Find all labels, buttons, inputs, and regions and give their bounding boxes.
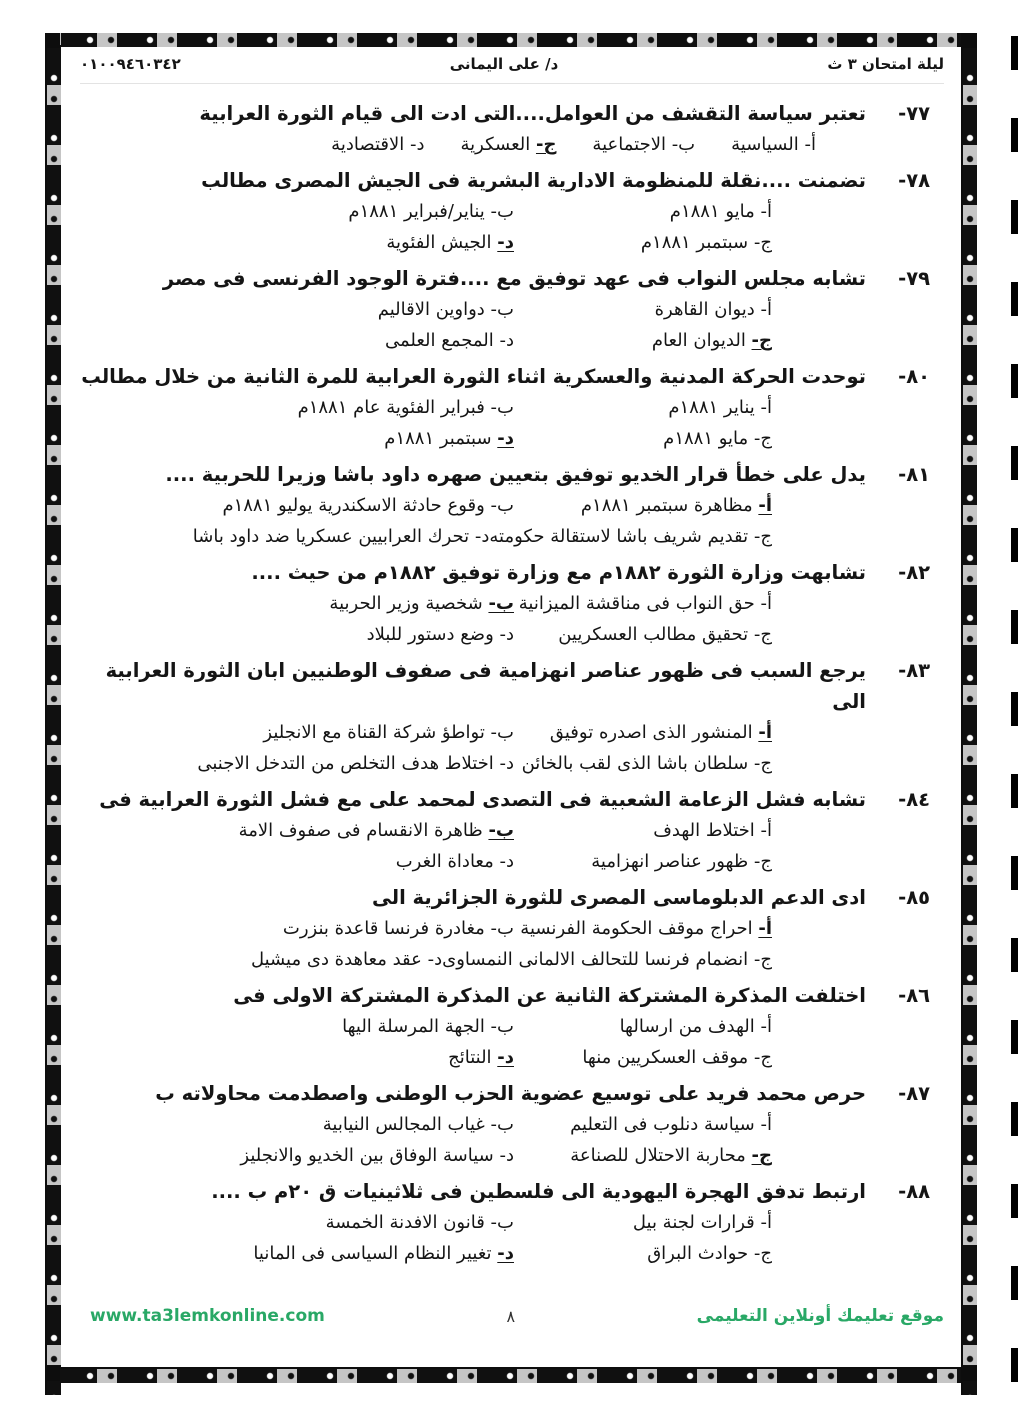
option-rows (80, 129, 944, 160)
option-key: ج- (753, 1047, 772, 1068)
option-row (80, 748, 944, 779)
option-text: مايو ١٨٨١م (669, 201, 761, 222)
question-block (80, 1176, 944, 1269)
option-text: احراج موقف الحكومة الفرنسية (520, 918, 759, 939)
option (514, 748, 772, 779)
option (514, 846, 772, 877)
question-line (80, 655, 944, 717)
option (253, 1238, 514, 1269)
option-key: أ- (760, 201, 772, 222)
option-key: أ- (760, 820, 772, 841)
question-line (80, 1078, 944, 1109)
option-text: الديوان العام (651, 330, 752, 351)
question-number: ٨٠- (898, 365, 930, 388)
question-number: ٨٦- (898, 984, 930, 1007)
option-key: أ- (760, 299, 772, 320)
phone-number: ٠١٠٠٩٤٦٠٣٤٢ (80, 55, 181, 73)
question-text: يرجع السبب فى ظهور عناصر انهزامية فى صفوف الوطنيين ابان الثورة العرابية الى (105, 659, 866, 713)
questions-list (80, 98, 944, 1269)
option-row (80, 588, 944, 619)
option-key: د- (427, 949, 443, 970)
option (385, 325, 514, 356)
option-text: النتائج (448, 1047, 498, 1068)
content-area (80, 55, 944, 1274)
option-row (80, 619, 944, 650)
site-url-link: www.ta3lemkonline.com (90, 1306, 325, 1326)
option-key: أ- (760, 397, 772, 418)
option-key: د- (497, 1243, 514, 1264)
border-corner-top-right (962, 33, 977, 48)
option (197, 748, 514, 779)
option-text: وقوع حادثة الاسكندرية يوليو ١٨٨١م (222, 495, 491, 516)
option (460, 129, 556, 160)
option-text: الهدف من ارسالها (619, 1016, 761, 1037)
exam-title: ليلة امتحان ٣ ث (827, 55, 944, 73)
option-key: ب- (490, 495, 514, 516)
option (489, 521, 772, 552)
option-row (80, 815, 944, 846)
option-text: الجهة المرسلة اليها (342, 1016, 491, 1037)
option (514, 717, 772, 748)
option-row (80, 1042, 944, 1073)
question-line (80, 557, 944, 588)
option (367, 619, 514, 650)
option-text: مظاهرة سبتمبر ١٨٨١م (580, 495, 759, 516)
question-text: تشابه مجلس النواب فى عهد توفيق مع ....فترة الوجود الفرنسى فى مصر (162, 267, 866, 290)
option-key: ج- (753, 1243, 772, 1264)
question-block (80, 263, 944, 356)
option-key: ب- (488, 593, 514, 614)
option-row (80, 913, 944, 944)
option-key: ج- (753, 232, 772, 253)
border-corner-bottom-right (962, 1366, 977, 1381)
option (329, 588, 514, 619)
question-text: اختلفت المذكرة المشتركة الثانية عن المذكرة المشتركة الاولى فى (233, 984, 866, 1007)
option-text: انضمام فرنسا للتحالف الالمانى النمساوى (442, 949, 754, 970)
page-number: ٨ (506, 1306, 516, 1326)
option (386, 227, 514, 258)
option-key: ب- (490, 1212, 514, 1233)
option (442, 944, 772, 975)
option-key: ج- (751, 1145, 772, 1166)
option-text: تغيير النظام السياسى فى المانيا (253, 1243, 498, 1264)
option-text: تحقيق مطالب العسكريين (558, 624, 754, 645)
question-block (80, 784, 944, 877)
option-text: فبراير الفئوية عام ١٨٨١م (297, 397, 491, 418)
option (514, 227, 772, 258)
option-text: تواطؤ شركة القناة مع الانجليز (263, 722, 491, 743)
option-text: محاربة الاحتلال للصناعة (570, 1145, 752, 1166)
option-text: العسكرية (460, 134, 536, 155)
option-rows (80, 490, 944, 552)
question-number: ٧٨- (898, 169, 930, 192)
option (263, 717, 514, 748)
option-row (80, 490, 944, 521)
decorative-border-right (961, 33, 977, 1395)
question-block (80, 98, 944, 160)
question-line (80, 459, 944, 490)
option-row (80, 944, 944, 975)
option-key: ب- (490, 299, 514, 320)
option (514, 196, 772, 227)
option-row (80, 1140, 944, 1171)
page-footer (90, 1306, 944, 1326)
option-text: ظهور عناصر انهزامية (591, 851, 754, 872)
question-block (80, 655, 944, 779)
option-key: أ- (804, 134, 816, 155)
option-key: د- (499, 330, 514, 351)
option-text: سبتمبر ١٨٨١م (384, 428, 498, 449)
page-header (80, 55, 944, 84)
option-text: اختلاط الهدف (653, 820, 761, 841)
option-row (80, 227, 944, 258)
question-text: يدل على خطأ قرار الخديو توفيق بتعيين صهره داود باشا وزيرا للحربية .... (165, 463, 866, 486)
option-row (80, 1109, 944, 1140)
decorative-border-left (45, 33, 61, 1395)
option-rows (80, 913, 944, 975)
option-key: ب- (490, 1114, 514, 1135)
question-number: ٨٤- (898, 788, 930, 811)
option (514, 1238, 772, 1269)
decorative-border-bottom (45, 1367, 977, 1383)
question-block (80, 1078, 944, 1171)
option-rows (80, 1207, 944, 1269)
option (378, 294, 514, 325)
option-text: تقديم شريف باشا لاستقالة حكومته (489, 526, 754, 547)
option-text: اختلاط هدف التخلص من التدخل الاجنبى (197, 753, 500, 774)
option (283, 913, 514, 944)
question-line (80, 263, 944, 294)
option-text: الجيش الفئوية (386, 232, 498, 253)
question-text: توحدت الحركة المدنية والعسكرية اثناء الثورة العرابية للمرة الثانية من خلال مطالب (81, 365, 866, 388)
option (731, 129, 816, 160)
question-line (80, 165, 944, 196)
option-text: الاجتماعية (592, 134, 672, 155)
option-row (80, 717, 944, 748)
option (348, 196, 514, 227)
option-key: ج- (751, 330, 772, 351)
option-text: سياسة دنلوب فى التعليم (570, 1114, 761, 1135)
option-key: د- (497, 232, 514, 253)
option (326, 1207, 514, 1238)
option-key: د- (499, 851, 514, 872)
option (514, 588, 772, 619)
option-row (80, 521, 944, 552)
question-text: تشابهت وزارة الثورة ١٨٨٢م مع وزارة توفيق ١٨٨٢م من حيث .... (251, 561, 866, 584)
option-key: ب- (490, 397, 514, 418)
option (514, 619, 772, 650)
option-key: د- (499, 624, 514, 645)
option-key: د- (497, 1047, 514, 1068)
option-text: ظاهرة الانقسام فى صفوف الامة (238, 820, 489, 841)
option-key: د- (497, 428, 514, 449)
option (514, 294, 772, 325)
question-block (80, 361, 944, 454)
option (514, 815, 772, 846)
option-rows (80, 1109, 944, 1171)
question-number: ٨٥- (898, 886, 930, 909)
option (514, 913, 772, 944)
option-rows (80, 392, 944, 454)
option-key: ب- (671, 134, 696, 155)
option-key: ب- (490, 1016, 514, 1037)
option-key: أ- (760, 1212, 772, 1233)
option-key: ب- (490, 722, 514, 743)
option-text: موقف العسكريين منها (582, 1047, 754, 1068)
option-key: ج- (753, 753, 772, 774)
option (331, 129, 424, 160)
option-row (80, 846, 944, 877)
question-line (80, 980, 944, 1011)
option-rows (80, 294, 944, 356)
scan-edge-marks (1011, 36, 1018, 1427)
option-text: يناير/فبراير ١٨٨١م (348, 201, 491, 222)
option-key: أ- (760, 1016, 772, 1037)
option (448, 1042, 514, 1073)
question-number: ٨١- (898, 463, 930, 486)
option-row (80, 325, 944, 356)
option-rows (80, 717, 944, 779)
option (222, 490, 514, 521)
option-row (80, 1207, 944, 1238)
option-text: وضع دستور للبلاد (366, 624, 500, 645)
option-text: حوادث البراق (647, 1243, 754, 1264)
option-text: دواوين الاقاليم (377, 299, 491, 320)
option-key: ب- (488, 820, 514, 841)
option-key: ب- (490, 201, 514, 222)
option-key: ج- (753, 526, 772, 547)
option-row (80, 1238, 944, 1269)
option-key: أ- (760, 593, 772, 614)
question-number: ٧٩- (898, 267, 930, 290)
question-line (80, 784, 944, 815)
option-key: ب- (490, 918, 514, 939)
option-text: المنشور الذى اصدره توفيق (549, 722, 759, 743)
option (514, 1140, 772, 1171)
border-corner-bottom-left (45, 1366, 60, 1381)
border-corner-top-left (45, 33, 60, 48)
option-key: أ- (760, 1114, 772, 1135)
option-row (80, 423, 944, 454)
question-block (80, 882, 944, 975)
option-key: أ- (758, 495, 772, 516)
option (240, 1140, 514, 1171)
question-block (80, 165, 944, 258)
option-text: الاقتصادية (331, 134, 410, 155)
option (239, 815, 514, 846)
option-text: المجمع العلمى (385, 330, 500, 351)
question-line (80, 98, 944, 129)
question-number: ٨٨- (898, 1180, 930, 1203)
option-rows (80, 815, 944, 877)
option-key: ج- (753, 624, 772, 645)
question-number: ٨٣- (898, 659, 930, 682)
option-rows (80, 1011, 944, 1073)
question-number: ٨٧- (898, 1082, 930, 1105)
option-text: مغادرة فرنسا قاعدة بنزرت (282, 918, 491, 939)
option (514, 1042, 772, 1073)
option-text: مايو ١٨٨١م (663, 428, 754, 449)
question-block (80, 459, 944, 552)
question-block (80, 557, 944, 650)
question-text: تشابه فشل الزعامة الشعبية فى التصدى لمحمد على مع فشل الثورة العرابية فى (99, 788, 866, 811)
option-key: د- (499, 1145, 514, 1166)
question-block (80, 980, 944, 1073)
option-row (80, 1011, 944, 1042)
option-key: د- (409, 134, 425, 155)
option (384, 423, 514, 454)
option-rows (80, 588, 944, 650)
option-rows (80, 196, 944, 258)
option-key: أ- (758, 722, 772, 743)
author-name: د/ على اليمانى (449, 55, 559, 73)
option (298, 392, 514, 423)
option-text: السياسية (731, 134, 805, 155)
option-key: د- (499, 753, 514, 774)
question-line (80, 361, 944, 392)
option-key: د- (474, 526, 490, 547)
option-text: حق النواب فى مناقشة الميزانية (518, 593, 761, 614)
option (514, 1011, 772, 1042)
option-text: تحرك العرابيين عسكريا ضد داود باشا (192, 526, 475, 547)
question-number: ٨٢- (898, 561, 930, 584)
question-text: ادى الدعم الدبلوماسى المصرى للثورة الجزائرية الى (372, 886, 866, 909)
option (514, 490, 772, 521)
option-text: سلطان باشا الذى لقب بالخائن (521, 753, 754, 774)
option-text: شخصية وزير الحربية (329, 593, 489, 614)
question-text: حرص محمد فريد على توسيع عضوية الحزب الوطنى واصطدمت محاولاته ب (155, 1082, 866, 1105)
option (592, 129, 695, 160)
question-text: ارتبط تدفق الهجرة اليهودية الى فلسطين فى ثلاثينيات ق ٢٠م ب .... (211, 1180, 866, 1203)
option (323, 1109, 514, 1140)
option-row (80, 294, 944, 325)
option-text: قانون الافدنة الخمسة (325, 1212, 491, 1233)
option (251, 944, 442, 975)
option-text: ديوان القاهرة (654, 299, 761, 320)
option-text: يناير ١٨٨١م (668, 397, 761, 418)
option (514, 1207, 772, 1238)
question-number: ٧٧- (898, 102, 930, 125)
option (514, 325, 772, 356)
option-key: ج- (535, 134, 557, 155)
option (193, 521, 490, 552)
question-line (80, 1176, 944, 1207)
option-key: أ- (758, 918, 772, 939)
option-row (80, 129, 944, 160)
option-text: سياسة الوفاق بين الخديو والانجليز (240, 1145, 500, 1166)
question-text: تعتبر سياسة التقشف من العوامل....التى ادت الى قيام الثورة العرابية (199, 102, 866, 125)
option-key: ج- (753, 949, 772, 970)
option-text: معاداة الغرب (395, 851, 500, 872)
option-text: سبتمبر ١٨٨١م (640, 232, 754, 253)
option (396, 846, 514, 877)
question-line (80, 882, 944, 913)
question-text: تضمنت ....نقلة للمنظومة الادارية البشرية فى الجيش المصرى مطالب (201, 169, 866, 192)
option (342, 1011, 514, 1042)
option (514, 392, 772, 423)
option-text: قرارات لجنة بيل (632, 1212, 761, 1233)
option (514, 423, 772, 454)
option-text: عقد معاهدة دى ميشيل (250, 949, 428, 970)
option-key: ج- (753, 428, 772, 449)
option-row (80, 392, 944, 423)
option (514, 1109, 772, 1140)
decorative-border-top (45, 33, 977, 47)
option-key: ج- (753, 851, 772, 872)
site-name-label: موقع تعليمك أونلاين التعليمى (696, 1306, 944, 1326)
option-row (80, 196, 944, 227)
option-text: غياب المجالس النيابية (322, 1114, 491, 1135)
